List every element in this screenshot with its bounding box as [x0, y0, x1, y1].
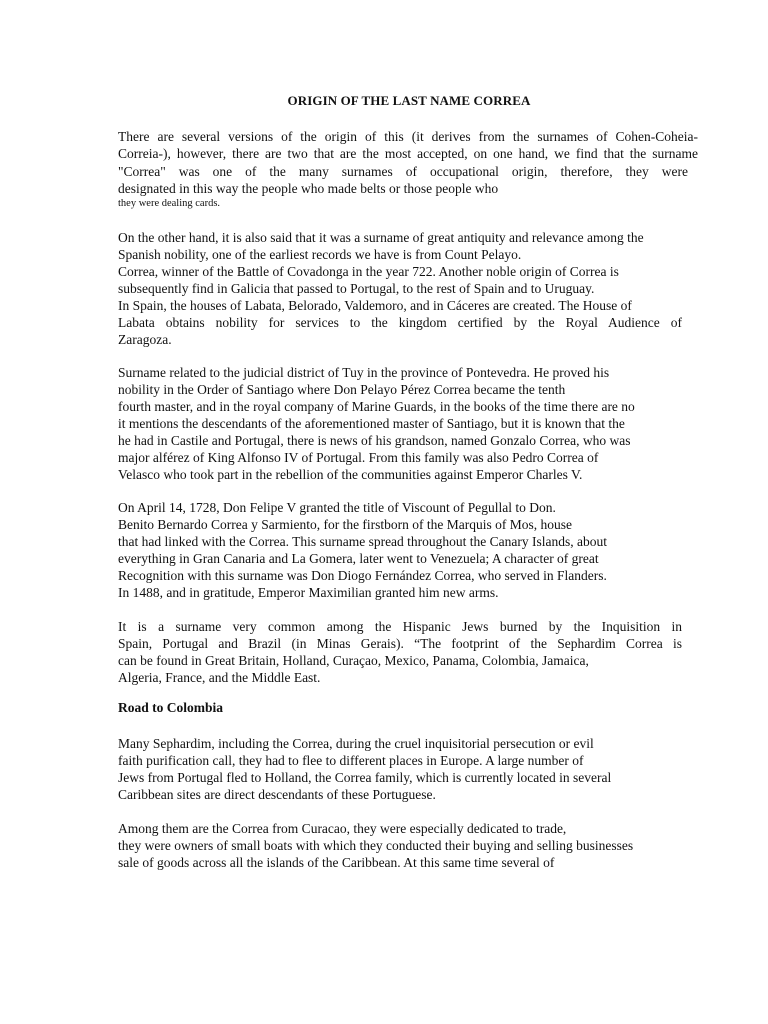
- paragraph-5-line-4: Algeria, France, and the Middle East.: [118, 670, 321, 685]
- paragraph-2-line-7: Zaragoza.: [118, 332, 172, 347]
- section-paragraph-1-line-2: faith purification call, they had to flee to different places in Europe. A large number of: [118, 753, 584, 768]
- paragraph-3-line-7: Velasco who took part in the rebellion of the communities against Emperor Charles V.: [118, 467, 583, 482]
- section-paragraph-1-line-3: Jews from Portugal fled to Holland, the Correa family, which is currently located in several: [118, 770, 612, 785]
- section-paragraph-1-line-1: Many Sephardim, including the Correa, during the cruel inquisitorial persecution or evil: [118, 736, 594, 751]
- paragraph-2-line-6: Labata obtains nobility for services to the kingdom certified by the Royal Audience of: [118, 315, 682, 330]
- paragraph-3-line-1: Surname related to the judicial district of Tuy in the province of Pontevedra. He proved his: [118, 365, 610, 380]
- paragraph-1-line-3: "Correa" was one of the many surnames of occupational origin, therefore, they were: [118, 164, 688, 179]
- section-heading: Road to Colombia: [118, 700, 224, 715]
- section-paragraph-1-line-4: Caribbean sites are direct descendants of these Portuguese.: [118, 787, 436, 802]
- section-paragraph-2-line-2: they were owners of small boats with which they conducted their buying and selling businesses: [118, 838, 634, 853]
- paragraph-4-line-5: Recognition with this surname was Don Diogo Fernández Correa, who served in Flanders.: [118, 568, 607, 583]
- paragraph-2-line-5: In Spain, the houses of Labata, Belorado, Valdemoro, and in Cáceres are created. The House of: [118, 298, 632, 313]
- paragraph-2-line-4: subsequently find in Galicia that passed to Portugal, to the rest of Spain and to Uruguay.: [118, 281, 595, 296]
- paragraph-4-line-6: In 1488, and in gratitude, Emperor Maximilian granted him new arms.: [118, 585, 499, 600]
- paragraph-4-line-1: On April 14, 1728, Don Felipe V granted the title of Viscount of Pegullal to Don.: [118, 500, 556, 515]
- document-title: ORIGIN OF THE LAST NAME CORREA: [287, 93, 531, 108]
- paragraph-3-line-2: nobility in the Order of Santiago where Don Pelayo Pérez Correa became the tenth: [118, 382, 566, 397]
- paragraph-3-line-4: it mentions the descendants of the aforementioned master of Santiago, but it is known that the: [118, 416, 625, 431]
- paragraph-5-line-3: can be found in Great Britain, Holland, Curaçao, Mexico, Panama, Colombia, Jamaica,: [118, 653, 589, 668]
- paragraph-1-line-2: Correia-), however, there are two that are the most accepted, on one hand, we find that the surname: [118, 146, 698, 161]
- paragraph-3-line-3: fourth master, and in the royal company of Marine Guards, in the books of the time there are no: [118, 399, 635, 414]
- paragraph-4-line-3: that had linked with the Correa. This surname spread throughout the Canary Islands, about: [118, 534, 608, 549]
- paragraph-4-line-2: Benito Bernardo Correa y Sarmiento, for the firstborn of the Marquis of Mos, house: [118, 517, 573, 532]
- paragraph-2-line-2: Spanish nobility, one of the earliest records we have is from Count Pelayo.: [118, 247, 522, 262]
- paragraph-5-line-1: It is a surname very common among the Hispanic Jews burned by the Inquisition in: [118, 619, 682, 634]
- paragraph-1-line-1: There are several versions of the origin of this (it derives from the surnames of Cohen-Coheia-: [118, 129, 698, 144]
- paragraph-2-line-3: Correa, winner of the Battle of Covadonga in the year 722. Another noble origin of Correa is: [118, 264, 619, 279]
- paragraph-1-line-4: designated in this way the people who made belts or those people who: [118, 181, 499, 196]
- paragraph-3-line-5: he had in Castile and Portugal, there is news of his grandson, named Gonzalo Correa, who was: [118, 433, 631, 448]
- paragraph-4-line-4: everything in Gran Canaria and La Gomera, later went to Venezuela; A character of great: [118, 551, 599, 566]
- paragraph-3-line-6: major alférez of King Alfonso IV of Portugal. From this family was also Pedro Correa of: [118, 450, 599, 465]
- paragraph-2-line-1: On the other hand, it is also said that it was a surname of great antiquity and relevance among the: [118, 230, 644, 245]
- paragraph-5-line-2: Spain, Portugal and Brazil (in Minas Gerais). “The footprint of the Sephardim Correa is: [118, 636, 682, 651]
- section-paragraph-2-line-1: Among them are the Correa from Curacao, they were especially dedicated to trade,: [118, 821, 567, 836]
- section-paragraph-2-line-3: sale of goods across all the islands of the Caribbean. At this same time several of: [118, 855, 555, 870]
- paragraph-1-line-5: they were dealing cards.: [118, 198, 221, 209]
